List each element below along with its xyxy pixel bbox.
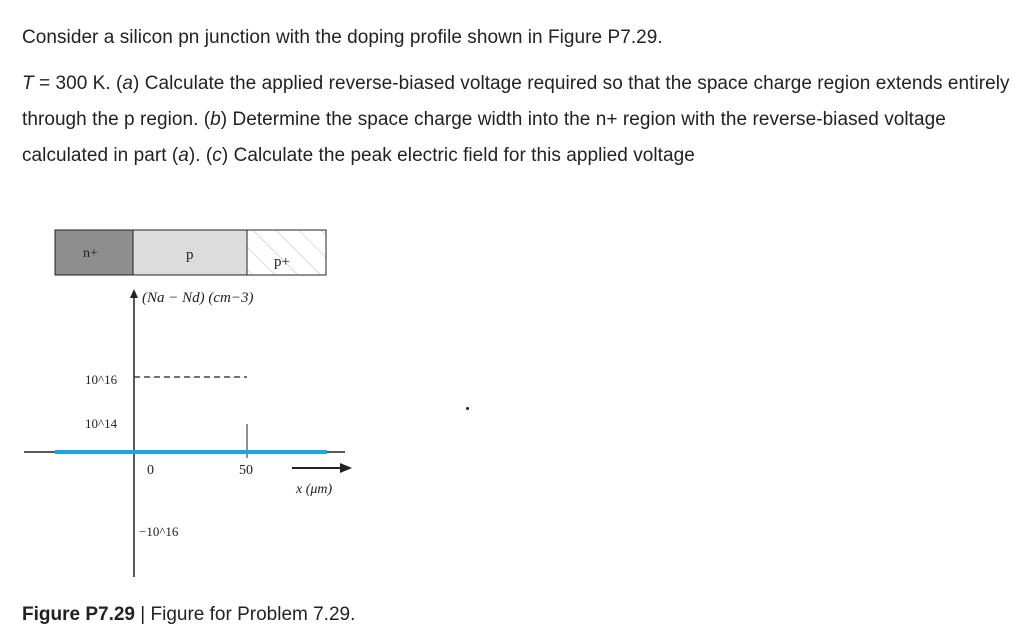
y-tick-1e16: 10^16 (85, 372, 118, 387)
y-tick-1e14: 10^14 (85, 416, 118, 431)
figure-label: Figure P7.29 (22, 604, 135, 625)
figure-caption: Figure P7.29 | Figure for Problem 7.29. (22, 604, 356, 625)
stray-dot (466, 407, 469, 410)
y-tick-neg-1e16: −10^16 (139, 524, 179, 539)
x-tick-50: 50 (239, 463, 253, 478)
y-axis-label: (Na − Nd) (cm−3) (142, 290, 254, 306)
y-axis-arrow (130, 289, 138, 298)
doping-profile-series (55, 450, 327, 454)
x-axis-arrow (340, 463, 352, 473)
region-label-n-plus: n+ (83, 246, 98, 261)
problem-intro: Consider a silicon pn junction with the doping profile shown in Figure P7.29. (22, 27, 663, 48)
region-label-p-plus: p+ (274, 254, 290, 270)
region-label-p: p (186, 247, 194, 263)
x-axis-label: x (μm) (296, 482, 333, 497)
temperature-variable: T (22, 73, 34, 94)
problem-statement: T = 300 K. (a) Calculate the applied reverse-biased voltage required so that the space charge region extends entirely through the p region. (b) Determine the space charge width into the n+ region with the reverse-biased voltage calculated in part (a). (c) Calculate the peak electric field for this applied voltage (22, 73, 1010, 166)
x-tick-0: 0 (147, 463, 154, 478)
